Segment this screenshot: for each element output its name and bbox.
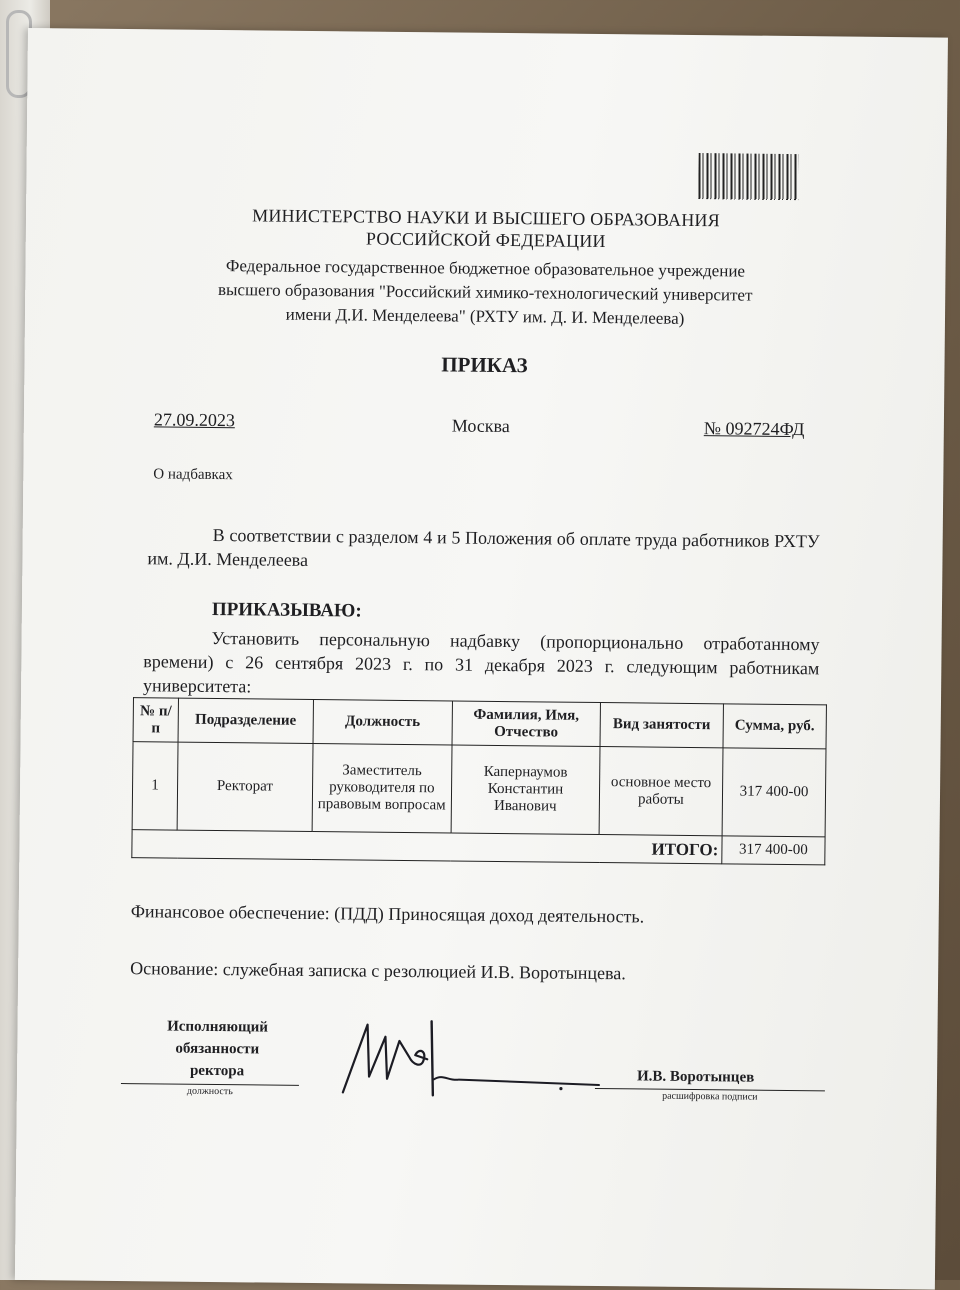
financing-line: Финансовое обеспечение: (ПДД) Приносящая доход деятельность. <box>130 901 645 927</box>
total-label: ИТОГО: <box>132 830 722 864</box>
signer-role-line-3: ректора <box>189 1062 245 1080</box>
cell-employment: основное место работы <box>599 747 723 836</box>
allowance-table <box>131 697 827 865</box>
order-word: ПРИКАЗЫВАЮ: <box>211 598 362 622</box>
role-caption: должность <box>186 1085 233 1098</box>
document-title: ПРИКАЗ <box>441 352 528 378</box>
order-city: Москва <box>451 415 510 437</box>
header-position: Должность <box>313 700 453 745</box>
preamble-paragraph: В соответствии с разделом 4 и 5 Положения об оплате труда работников РХТУ им. Д.И. Менделеева <box>147 524 820 570</box>
cell-position: Заместитель руководителя по правовым вопросам <box>312 744 452 833</box>
instruction-paragraph: Установить персональную надбавку (пропорционально отработанному времени) с 26 сентября 2023 г. по 31 декабря 2023 г. следующим работникам университета: <box>143 627 820 697</box>
cell-department: Ректорат <box>177 742 313 831</box>
order-date: 27.09.2023 <box>153 409 236 431</box>
header-num: № п/п <box>133 698 179 742</box>
header-employment: Вид занятости <box>600 703 723 748</box>
signer-name: И.В. Воротынцев <box>636 1068 755 1086</box>
total-amount: 317 400-00 <box>722 836 825 865</box>
table-row <box>132 742 826 837</box>
signer-role-line-1: Исполняющий <box>167 1018 269 1036</box>
barcode-icon <box>698 153 798 200</box>
table-header-row <box>133 698 826 749</box>
institution-line-2: высшего образования "Российский химико-технологический университет <box>217 280 753 305</box>
cell-name: Капернаумов Константин Иванович <box>451 745 600 835</box>
document-page <box>15 28 948 1290</box>
signer-role <box>127 1015 308 1083</box>
header-department: Подразделение <box>178 698 313 743</box>
handwritten-signature <box>339 1016 610 1104</box>
basis-line: Основание: служебная записка с резолюцией И.В. Воротынцева. <box>130 958 626 984</box>
header-amount: Сумма, руб. <box>723 704 827 749</box>
cell-num: 1 <box>132 742 178 830</box>
cell-amount: 317 400-00 <box>722 748 826 837</box>
ministry-line-2: РОССИЙСКОЙ ФЕДЕРАЦИИ <box>365 228 606 252</box>
ministry-line-1: МИНИСТЕРСТВО НАУКИ И ВЫСШЕГО ОБРАЗОВАНИЯ <box>252 205 720 231</box>
order-number: № 092724ФД <box>703 418 805 440</box>
institution-line-3: имени Д.И. Менделеева" (РХТУ им. Д. И. Менделеева) <box>285 304 685 328</box>
signer-role-line-2: обязанности <box>175 1040 260 1058</box>
institution-line-1: Федеральное государственное бюджетное образовательное учреждение <box>225 256 746 281</box>
name-caption: расшифровка подписи <box>662 1090 758 1103</box>
order-subject: О надбавках <box>153 466 233 484</box>
header-name: Фамилия, Имя, Отчество <box>452 701 601 747</box>
table-total-row <box>132 830 825 865</box>
